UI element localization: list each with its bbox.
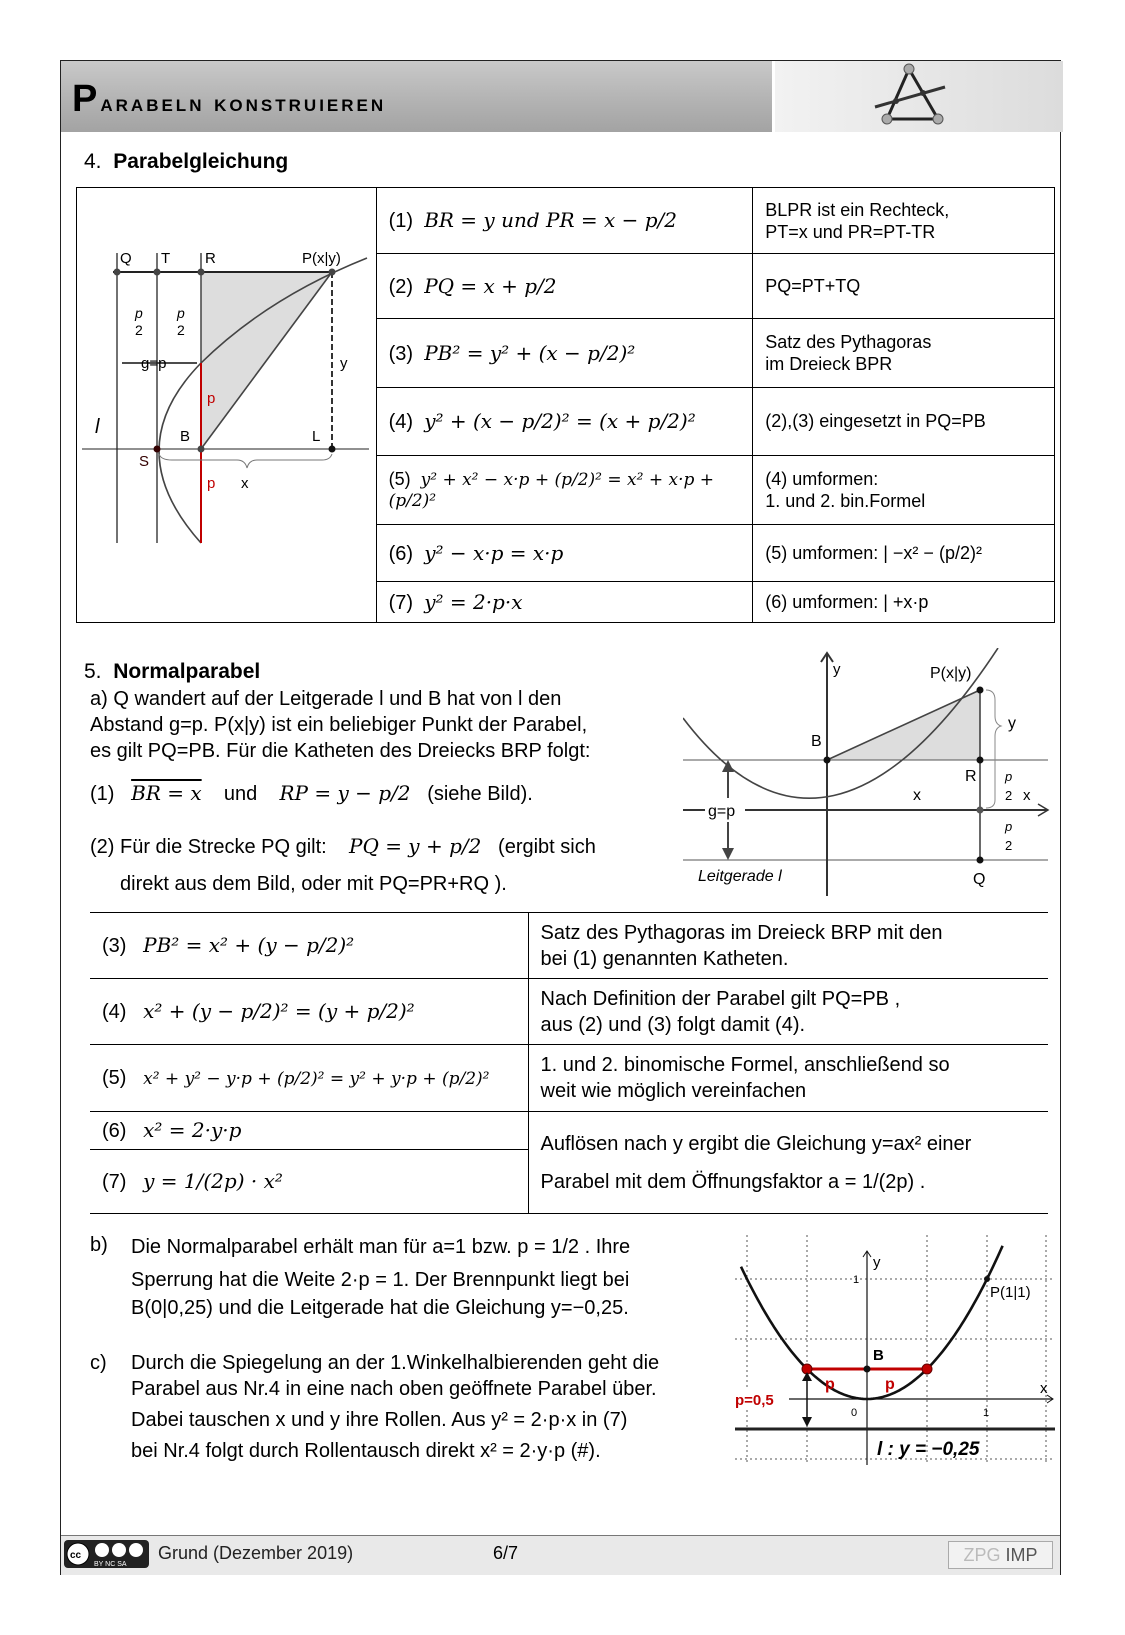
eq-cell: (3) PB² = x² + (y − p/2)² bbox=[90, 913, 528, 979]
construction-figure bbox=[77, 188, 377, 623]
label-g: g=p bbox=[141, 355, 167, 372]
label-b: B bbox=[811, 733, 822, 750]
note-cell: (6) umformen: | +x·p bbox=[753, 582, 1055, 623]
label-two-1: 2 bbox=[135, 322, 143, 338]
note-cell: BLPR ist ein Rechteck, PT=x und PR=PT-TR bbox=[753, 188, 1055, 254]
label-y: y bbox=[340, 355, 348, 372]
section-5b-text: Die Normalparabel erhält man für a=1 bzw. p = 1/2 . Ihre Sperrung hat die Weite 2·p = 1. Der Brennpunkt liegt bei B(0|0,25) und die Leitgerade hat die Gleichung y=−0,25. bbox=[131, 1236, 631, 1319]
note-cell: (4) umformen: 1. und 2. bin.Formel bbox=[753, 456, 1055, 525]
creative-commons-icon bbox=[64, 1540, 149, 1568]
label-p-half-1: p bbox=[135, 305, 143, 321]
table-row bbox=[90, 1112, 1048, 1150]
section-5a-eq2-cont: direkt aus dem Bild, oder mit PQ=PR+RQ ). bbox=[120, 873, 507, 895]
section-5a-eq2: (2) Für die Strecke PQ gilt: PQ = y + p/2 (ergibt sich bbox=[90, 834, 596, 858]
label-two-2: 2 bbox=[177, 322, 185, 338]
label-l: l bbox=[95, 416, 100, 438]
parabola-curve bbox=[741, 1246, 1003, 1399]
note-cell: (5) umformen: | −x² − (p/2)² bbox=[753, 525, 1055, 582]
label-g: g=p bbox=[708, 803, 736, 820]
section-4-heading: 4. Parabelgleichung bbox=[84, 150, 289, 173]
zpg-imp-logo: ZPG IMP bbox=[948, 1541, 1053, 1569]
graph-label-p05: p=0,5 bbox=[735, 1392, 774, 1409]
parabelgleichung-table bbox=[76, 187, 1055, 623]
label-leitgerade: Leitgerade l bbox=[698, 868, 782, 885]
label-y-axis: y bbox=[833, 661, 841, 678]
eq-cell: (4) x² + (y − p/2)² = (y + p/2)² bbox=[90, 979, 528, 1045]
eq-cell: (6) y² − x·p = x·p bbox=[376, 525, 753, 582]
label-p-half-2: p bbox=[177, 305, 185, 321]
section-5c-text: Durch die Spiegelung an der 1.Winkelhalbierenden geht die Parabel aus Nr.4 in eine nach oben geöffnete Parabel über. Dabei tauschen x und y ihre Rollen. Aus y² = 2·p·x in (7) bei Nr.4 folgt durch Rollentausch direkt x² = 2·y·p (#). bbox=[131, 1352, 660, 1462]
note-cell: 1. und 2. binomische Formel, anschließend so weit wie möglich vereinfachen bbox=[528, 1045, 1048, 1112]
eq-cell: (1) BR = y und PR = x − p/2 bbox=[376, 188, 753, 254]
eq-cell: (3) PB² = y² + (x − p/2)² bbox=[376, 319, 753, 388]
header-logo-area bbox=[772, 61, 1063, 132]
label-p-half-2: p bbox=[1005, 819, 1013, 834]
graph-label-y: y bbox=[873, 1254, 881, 1271]
graph-tick-x1: 1 bbox=[983, 1407, 990, 1419]
eq-cell: (2) PQ = x + p/2 bbox=[376, 254, 753, 319]
note-cell: Satz des Pythagoras im Dreieck BRP mit den bei (1) genannten Katheten. bbox=[528, 913, 1048, 979]
section-5a-eq1: (1) BR = x und RP = y − p/2 (siehe Bild). bbox=[90, 781, 533, 805]
label-L: L bbox=[312, 428, 321, 445]
section-5-heading: 5. Normalparabel bbox=[84, 660, 261, 683]
graph-label-b: B bbox=[873, 1347, 884, 1364]
eq-cell: (7) y = 1/(2p) · x² bbox=[90, 1150, 528, 1214]
note-cell: Satz des Pythagoras im Dreieck BPR bbox=[753, 319, 1055, 388]
label-p: P(x|y) bbox=[302, 250, 341, 267]
label-y-brace: y bbox=[1008, 715, 1016, 732]
label-q: Q bbox=[120, 250, 132, 267]
triangle-logo-icon bbox=[775, 61, 1063, 132]
eq-cell: (7) y² = 2·p·x bbox=[376, 582, 753, 623]
label-s: S bbox=[139, 453, 150, 470]
section-5c-label: c) bbox=[90, 1352, 107, 1374]
label-p: P(x|y) bbox=[930, 665, 972, 682]
note-cell: Nach Definition der Parabel gilt PQ=PB , aus (2) und (3) folgt damit (4). bbox=[528, 979, 1048, 1045]
normalparabel-table bbox=[90, 912, 1048, 1214]
graph-tick-y1: 1 bbox=[853, 1274, 860, 1286]
table-row bbox=[90, 1045, 1048, 1112]
table-row bbox=[90, 913, 1048, 979]
eq-cell: (6) x² = 2·y·p bbox=[90, 1112, 528, 1150]
page-title: Parabeln konstruieren bbox=[72, 78, 387, 120]
eq-cell: (5) y² + x² − x·p + (p/2)² = x² + x·p + (p/2)² bbox=[376, 456, 753, 525]
normalparabel-graph bbox=[735, 1235, 1055, 1470]
label-r: R bbox=[205, 250, 216, 267]
graph-label-p-right: p bbox=[885, 1376, 895, 1393]
table-row bbox=[77, 188, 1055, 254]
label-r: R bbox=[965, 768, 977, 785]
eq-cell: (5) x² + y² − y·p + (p/2)² = y² + y·p + (p/2)² bbox=[90, 1045, 528, 1112]
label-p-red-1: p bbox=[207, 390, 216, 407]
footer-author: Grund (Dezember 2019) bbox=[158, 1543, 354, 1563]
label-t: T bbox=[161, 250, 171, 267]
label-x: x bbox=[241, 475, 249, 492]
graph-label-x: x bbox=[1040, 1380, 1048, 1397]
label-x: x bbox=[913, 787, 921, 804]
graph-label-p11: P(1|1) bbox=[990, 1284, 1031, 1301]
section-5a-text: a) Q wandert auf der Leitgerade l und B hat von l den Abstand g=p. P(x|y) ist ein beliebiger Punkt der Parabel, es gilt PQ=PB. Für die Katheten des Dreiecks BRP folgt: bbox=[90, 688, 591, 762]
graph-tick-x0: 0 bbox=[851, 1407, 858, 1419]
license-text: BY NC SA bbox=[94, 1561, 127, 1568]
eq-cell: (4) y² + (x − p/2)² = (x + p/2)² bbox=[376, 388, 753, 456]
table-row bbox=[90, 979, 1048, 1045]
label-q: Q bbox=[973, 871, 986, 888]
section-5b-label: b) bbox=[90, 1234, 108, 1256]
note-cell: (2),(3) eingesetzt in PQ=PB bbox=[753, 388, 1055, 456]
graph-label-p-left: p bbox=[825, 1376, 835, 1393]
normalparabel-figure bbox=[683, 648, 1053, 898]
note-cell: Auflösen nach y ergibt die Gleichung y=ax² einer Parabel mit dem Öffnungsfaktor a = 1/(2p) . bbox=[528, 1112, 1048, 1214]
svg-text:cc: cc bbox=[70, 1550, 82, 1561]
label-b: B bbox=[180, 428, 191, 445]
label-two-1: 2 bbox=[1005, 788, 1013, 803]
label-p-red-2: p bbox=[207, 475, 216, 492]
graph-label-leitgerade: l : y = −0,25 bbox=[877, 1439, 980, 1460]
cc-license-badge bbox=[64, 1540, 149, 1568]
label-x-axis: x bbox=[1023, 787, 1031, 804]
footer-page-number: 6/7 bbox=[493, 1543, 519, 1563]
construction-figure-cell bbox=[77, 188, 377, 623]
label-two-2: 2 bbox=[1005, 838, 1013, 853]
note-cell: PQ=PT+TQ bbox=[753, 254, 1055, 319]
label-p-half-1: p bbox=[1005, 769, 1013, 784]
